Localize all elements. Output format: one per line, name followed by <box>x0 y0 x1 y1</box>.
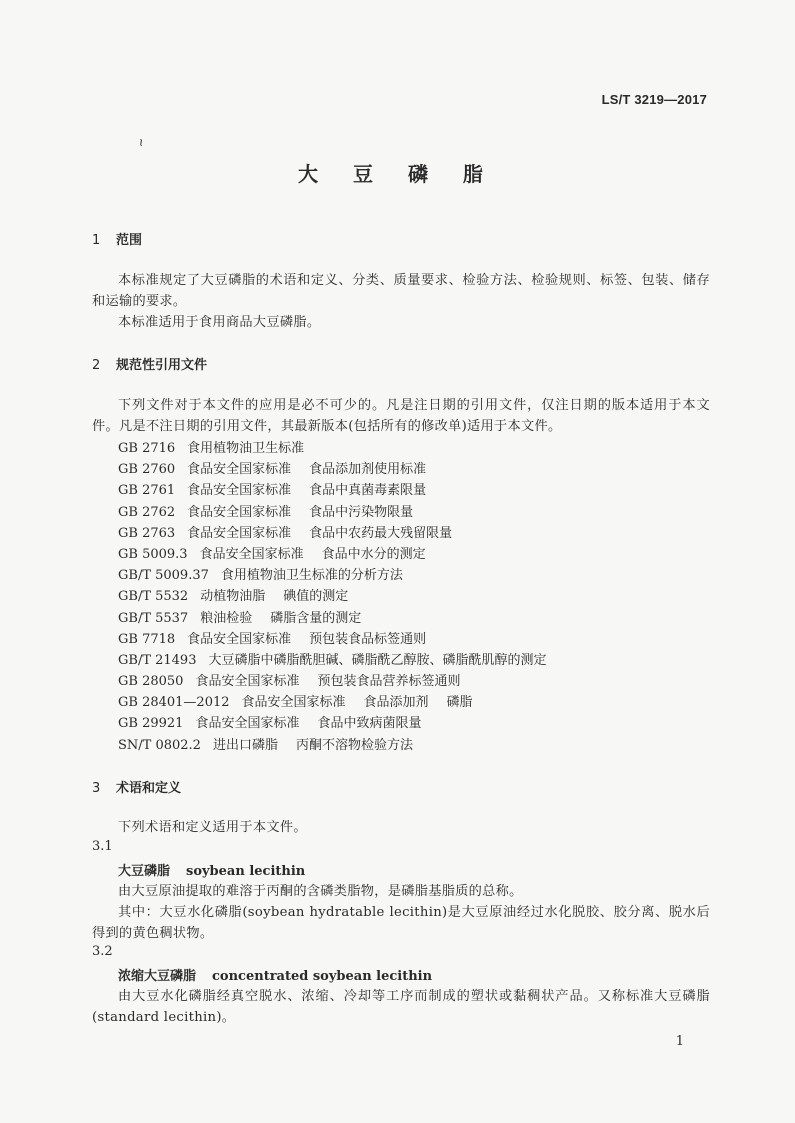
document-title: 大 豆 磷 脂 <box>298 162 497 186</box>
section-2-heading <box>92 354 207 373</box>
section-number: 2 <box>92 358 101 373</box>
section-title: 术语和定义 <box>116 781 182 796</box>
reference-list <box>118 437 547 755</box>
reference-item: GB/T 5537 粮油检验 磷脂含量的测定 <box>118 610 362 626</box>
term-chinese: 大豆磷脂 <box>118 864 171 879</box>
clause-3-1-paragraph-1: 由大豆原油提取的难溶于丙酮的含磷类脂物，是磷脂基脂质的总称。 <box>118 884 523 899</box>
section-number: 3 <box>92 781 101 796</box>
reference-item: GB 2761 食品安全国家标准 食品中真菌毒素限量 <box>118 483 427 499</box>
reference-item: GB 28050 食品安全国家标准 预包装食品营养标签通则 <box>118 674 461 690</box>
term-heading <box>118 965 432 984</box>
reference-item: GB 2762 食品安全国家标准 食品中污染物限量 <box>118 504 414 520</box>
clause-number: 3.2 <box>92 944 113 959</box>
clause-3-2-paragraph-1: 由大豆水化磷脂经真空脱水、浓缩、冷却等工序而制成的塑状或黏稠状产品。又称标准大豆磷脂(standard lecithin)。 <box>92 989 710 1025</box>
standard-code: LS/T 3219—2017 <box>601 92 707 107</box>
clause-number: 3.1 <box>92 839 113 854</box>
reference-item: GB 28401—2012 食品安全国家标准 食品添加剂 磷脂 <box>118 695 473 711</box>
reference-item: GB/T 5009.37 食用植物油卫生标准的分析方法 <box>118 568 403 584</box>
reference-item: SN/T 0802.2 进出口磷脂 丙酮不溶物检验方法 <box>118 737 413 753</box>
reference-item: GB 2760 食品安全国家标准 食品添加剂使用标准 <box>118 462 427 478</box>
term-chinese: 浓缩大豆磷脂 <box>118 969 197 984</box>
section-1-heading <box>92 229 142 248</box>
reference-item: GB 5009.3 食品安全国家标准 食品中水分的测定 <box>118 546 426 562</box>
clause-3-1-paragraph-2: 其中：大豆水化磷脂(soybean hydratable lecithin)是大豆原油经过水化脱胶、胶分离、脱水后得到的黄色稠状物。 <box>92 905 710 941</box>
term-heading <box>118 860 305 879</box>
term-english: soybean lecithin <box>186 864 306 879</box>
reference-item: GB 2716 食用植物油卫生标准 <box>118 441 305 456</box>
section-title: 规范性引用文件 <box>116 358 208 373</box>
section-3-heading <box>92 777 181 796</box>
term-english: concentrated soybean lecithin <box>212 969 433 984</box>
reference-item: GB/T 5532 动植物油脂 碘值的测定 <box>118 589 349 605</box>
reference-item: GB 7718 食品安全国家标准 预包装食品标签通则 <box>118 631 427 647</box>
section-3-paragraph-1: 下列术语和定义适用于本文件。 <box>118 820 307 835</box>
page-number: 1 <box>675 1034 684 1049</box>
section-2-paragraph-1: 下列文件对于本文件的应用是必不可少的。凡是注日期的引用文件，仅注日期的版本适用于本文件。凡是不注日期的引用文件，其最新版本(包括所有的修改单)适用于本文件。 <box>92 398 710 434</box>
section-title: 范围 <box>116 233 143 248</box>
section-number: 1 <box>92 233 101 248</box>
section-1-paragraph-1: 本标准规定了大豆磷脂的术语和定义、分类、质量要求、检验方法、检验规则、标签、包装、储存和运输的要求。 <box>92 273 710 309</box>
stray-mark: ɩ <box>139 135 144 149</box>
section-1-paragraph-2: 本标准适用于食用商品大豆磷脂。 <box>118 315 321 330</box>
reference-item: GB 2763 食品安全国家标准 食品中农药最大残留限量 <box>118 525 453 541</box>
reference-item: GB/T 21493 大豆磷脂中磷脂酰胆碱、磷脂酰乙醇胺、磷脂酰肌醇的测定 <box>118 652 547 668</box>
reference-item: GB 29921 食品安全国家标准 食品中致病菌限量 <box>118 716 422 732</box>
